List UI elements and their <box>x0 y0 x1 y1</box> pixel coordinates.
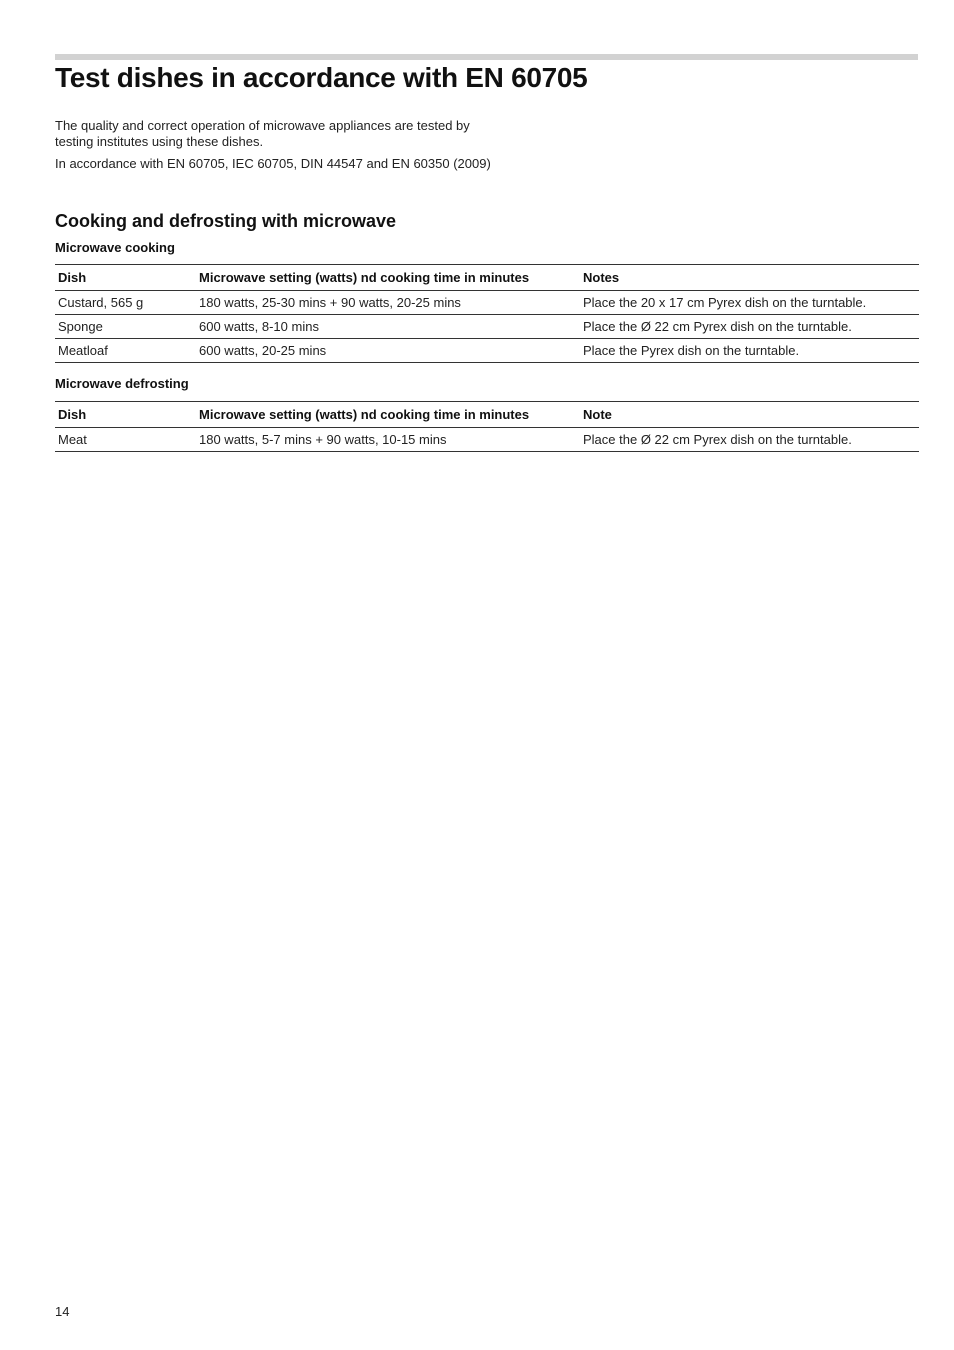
cell-setting: 180 watts, 5-7 mins + 90 watts, 10-15 mins <box>199 432 447 447</box>
table-row <box>55 291 919 315</box>
cell-notes: Place the Ø 22 cm Pyrex dish on the turntable. <box>583 319 852 334</box>
intro-text <box>55 118 495 178</box>
table-header-row <box>55 265 919 291</box>
cell-dish: Meatloaf <box>58 343 108 358</box>
cell-dish: Custard, 565 g <box>58 295 144 310</box>
defrosting-table <box>55 401 919 452</box>
table-header-row <box>55 402 919 428</box>
defrosting-heading: Microwave defrosting <box>55 376 189 391</box>
cell-notes: Place the Pyrex dish on the turntable. <box>583 343 800 358</box>
cooking-heading: Microwave cooking <box>55 240 175 255</box>
intro-paragraph: In accordance with EN 60705, IEC 60705, DIN 44547 and EN 60350 (2009) <box>55 156 491 171</box>
column-header-setting: Microwave setting (watts) nd cooking time in minutes <box>199 407 530 422</box>
header-rule <box>55 54 918 60</box>
column-header-note: Note <box>583 407 612 422</box>
page-title: Test dishes in accordance with EN 60705 <box>55 62 588 93</box>
cell-notes: Place the Ø 22 cm Pyrex dish on the turntable. <box>583 432 852 447</box>
column-header-dish: Dish <box>58 407 87 422</box>
intro-paragraph: The quality and correct operation of microwave appliances are tested by testing institutes using these dishes. <box>55 118 470 149</box>
cell-setting: 600 watts, 8-10 mins <box>199 319 319 334</box>
table-row <box>55 428 919 452</box>
column-header-dish: Dish <box>58 270 87 285</box>
cell-setting: 180 watts, 25-30 mins + 90 watts, 20-25 mins <box>199 295 461 310</box>
table-row <box>55 339 919 363</box>
cooking-table <box>55 264 919 363</box>
column-header-notes: Notes <box>583 270 620 285</box>
column-header-setting: Microwave setting (watts) nd cooking time in minutes <box>199 270 530 285</box>
page-number: 14 <box>55 1304 70 1319</box>
cell-setting: 600 watts, 20-25 mins <box>199 343 327 358</box>
cell-dish: Sponge <box>58 319 103 334</box>
cell-notes: Place the 20 x 17 cm Pyrex dish on the turntable. <box>583 295 867 310</box>
section-title: Cooking and defrosting with microwave <box>55 211 397 231</box>
cell-dish: Meat <box>58 432 87 447</box>
table-row <box>55 315 919 339</box>
